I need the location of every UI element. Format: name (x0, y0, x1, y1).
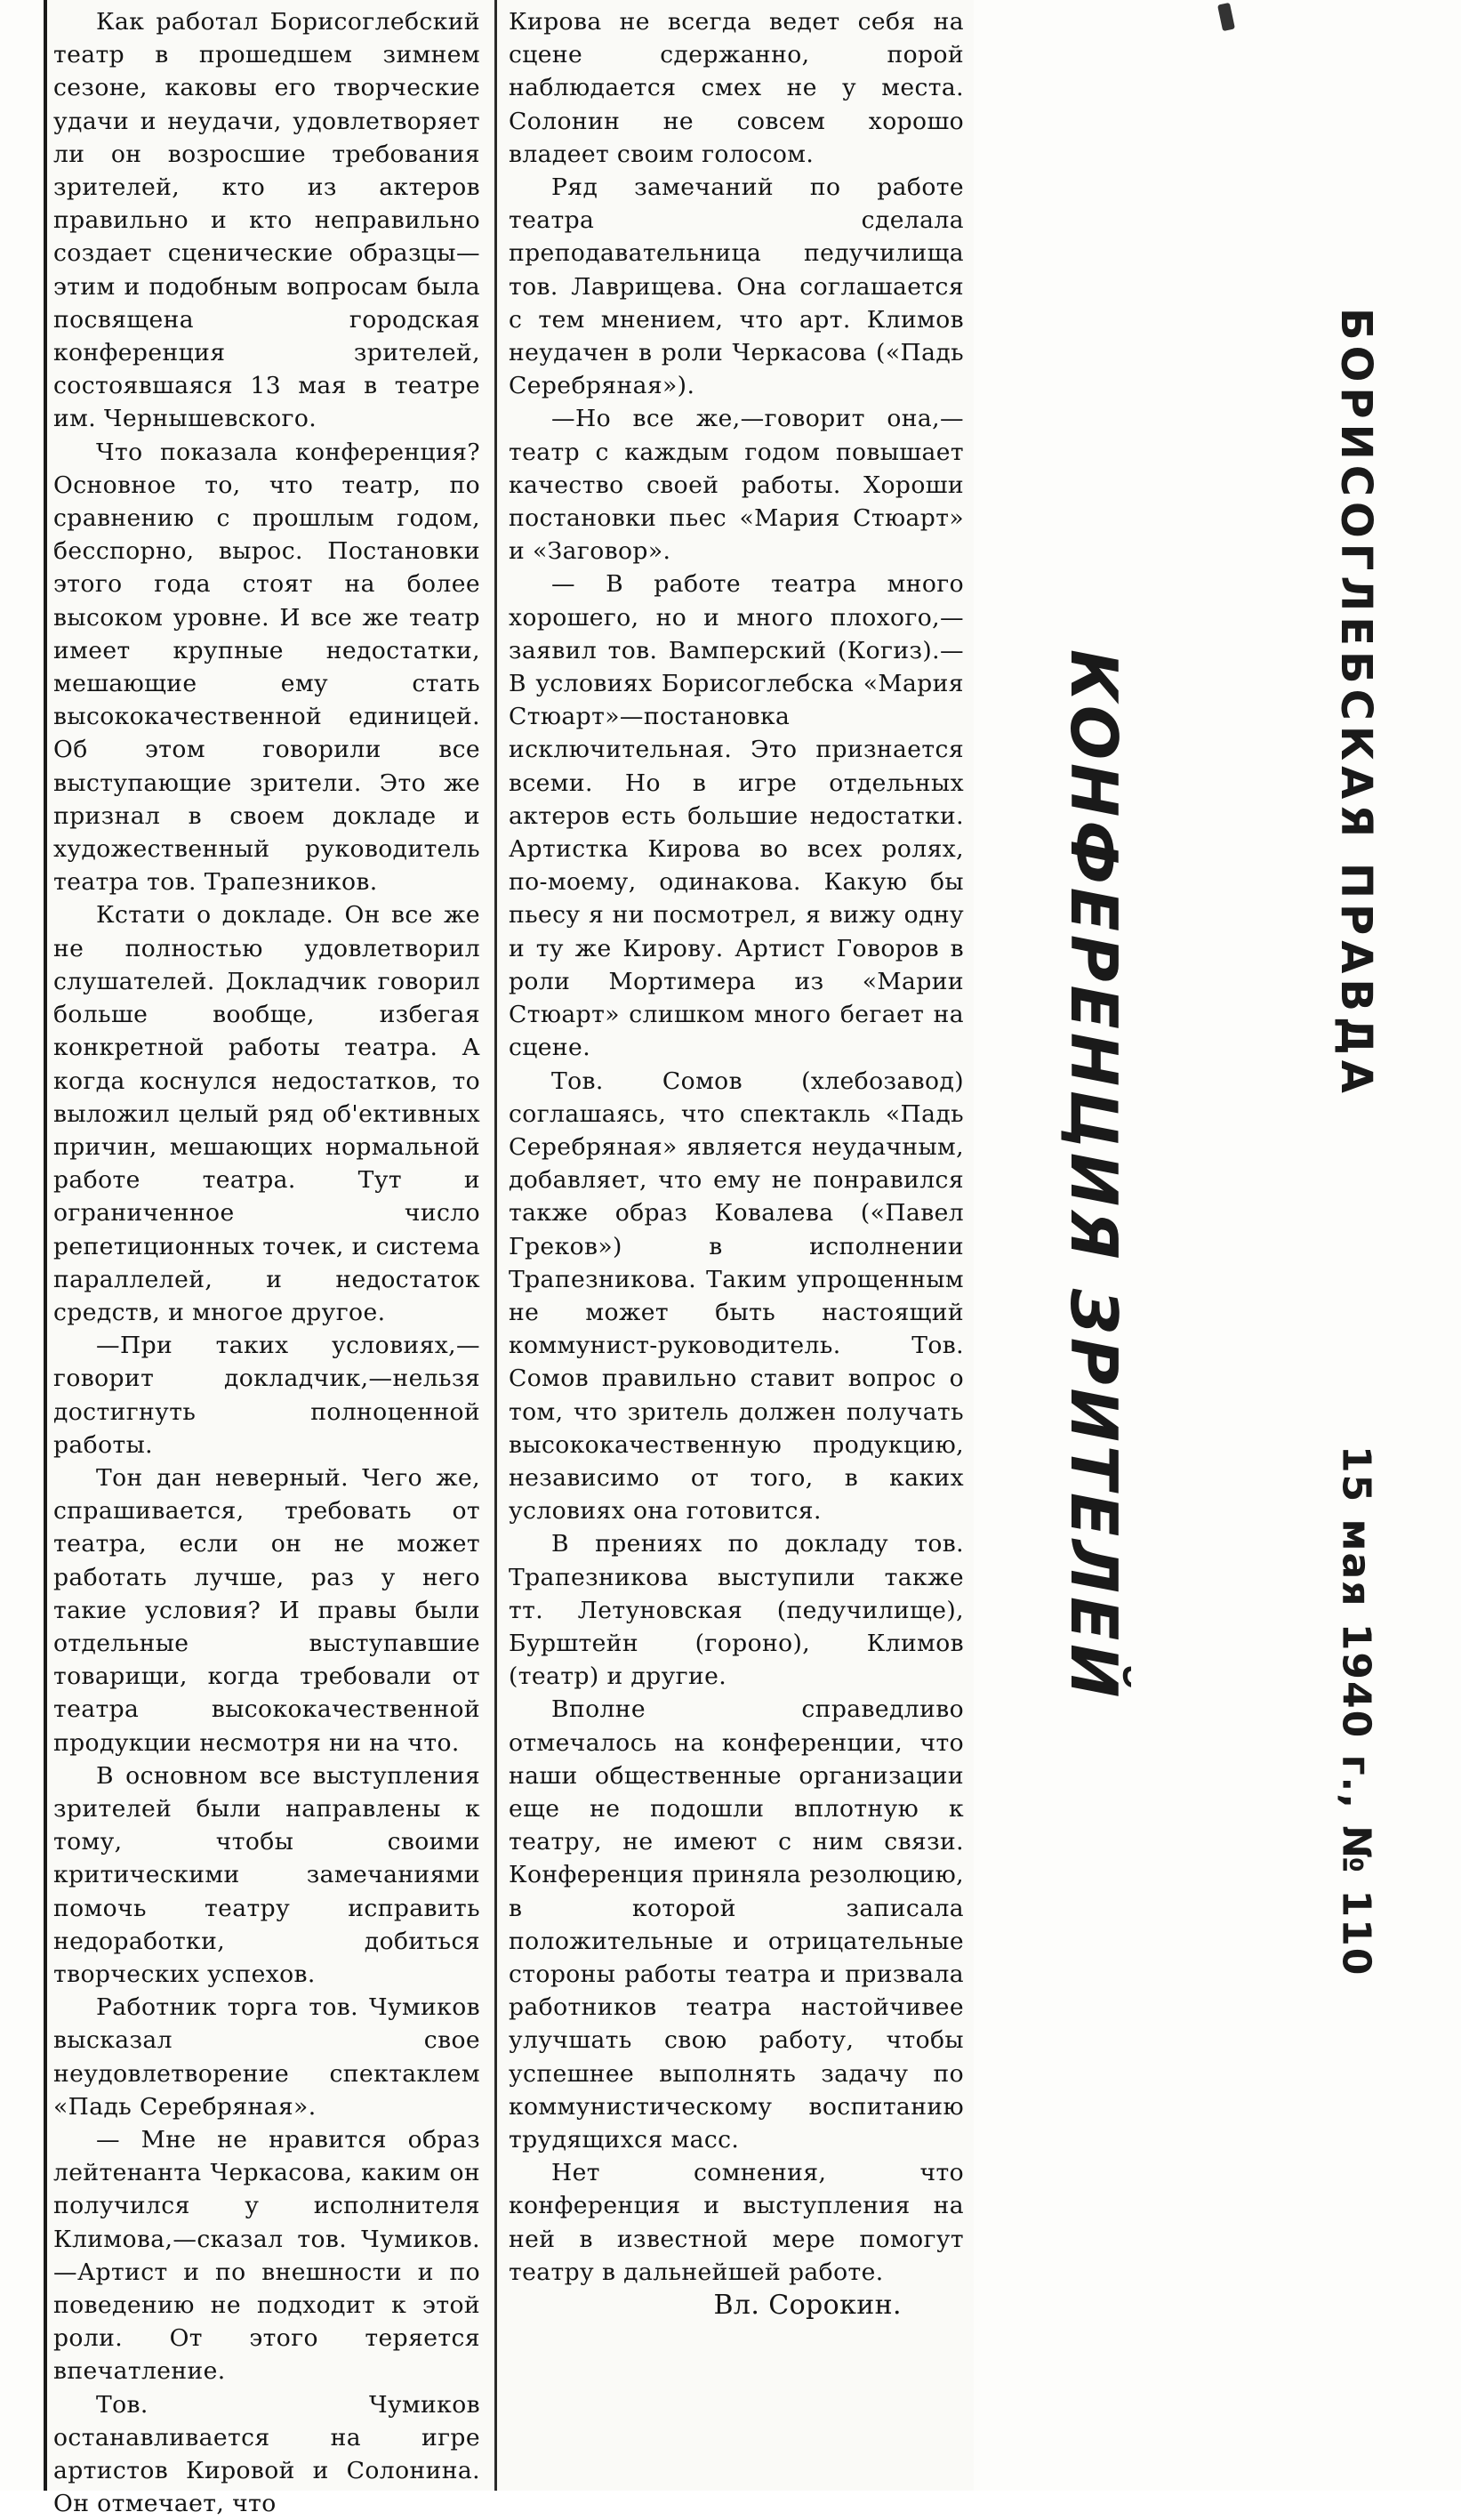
issue-dateline: 15 мая 1940 г., № 110 (1333, 1445, 1379, 1977)
left-column-rule (44, 0, 47, 2491)
paragraph: Что показала конференция? Основное то, что театр, по сравнению с прошлым годом, бесспорно, вырос. Постановки этого года стоят на более высоком уровне. И все же театр имеет крупные недостатки, мешающие ему стать высококачественной единицей. Об этом говорили все выступающие зрители. Это же признал в своем докладе и художественный руководитель театра тов. Трапезников. (53, 438, 480, 897)
paragraph: Кирова не всегда ведет себя на сцене сдержанно, порой наблюдается смех не у места. Солонин не совсем хорошо владеет своим голосом. (509, 8, 964, 168)
paragraph: Тон дан неверный. Чего же, спрашивается, требовать от театра, если он не может работать лучше, раз у него такие условия? И правы были отдельные выступавшие товарищи, когда требовали от театра высококачественной продукции несмотря ни на что. (53, 1463, 480, 1757)
paragraph: Вполне справедливо отмечалось на конференции, что наши общественные организации еще не подошли вплотную к театру, не имеют с ним связи. Конференция приняла резолюцию, в которой записала положительные и отрицательные стороны работы театра и призвала работников театра настойчивее улучшать свою работу, чтобы успешнее выполнять задачу по коммунистическому воспитанию трудящихся масс. (509, 1695, 964, 2154)
paragraph: В основном все выступления зрителей были направлены к тому, чтобы своими критическими замечаниями помочь театру исправить недоработки, добиться творческих успехов. (53, 1761, 480, 1988)
paragraph: Нет сомнения, что конференция и выступления на ней в известной мере помогут театру в дальнейшей работе. (509, 2159, 964, 2286)
paragraph: Кстати о докладе. Он все же не полностью удовлетворил слушателей. Докладчик говорил больше вообще, избегая конкретной работы театра. А когда коснулся недостатков, то выложил целый ряд об'ективных причин, мешающих нормальной работе театра. Тут и ограниченное число репетиционных точек, и система параллелей, и недостаток средств, и многое другое. (53, 901, 480, 1326)
article-right-column (509, 5, 964, 2487)
paragraph: —Но все же,—говорит она,—театр с каждым годом повышает качество своей работы. Хороши постановки пьес «Мария Стюарт» и «Заговор». (509, 405, 964, 566)
article-headline: КОНФЕРЕНЦИЯ ЗРИТЕЛЕЙ (1056, 649, 1131, 1702)
article-left-column (53, 5, 480, 2518)
paragraph: — Мне не нравится образ лейтенанта Черкасова, каким он получился у исполнителя Климова,—сказал тов. Чумиков.—Артист и по внешности и по поведению не подходит к этой роли. От этого теряется впечатление. (53, 2126, 480, 2386)
paragraph: В прениях по докладу тов. Трапезникова выступили также тт. Летуновская (педучилище), Бурштейн (гороно), Климов (театр) и другие. (509, 1530, 964, 1691)
column-divider-rule (494, 0, 497, 2491)
newspaper-masthead: БОРИСОГЛЕБСКАЯ ПРАВДА (1331, 308, 1381, 1099)
paragraph: Тов. Сомов (хлебозавод) соглашаясь, что спектакль «Падь Серебряная» является неудачным, добавляет, что ему не понравился также образ Ковалева («Павел Греков») в исполнении Трапезникова. Таким упрощенным не может быть настоящий коммунист-руководитель. Тов. Сомов правильно ставит вопрос о том, что зритель должен получать высококачественную продукцию, независимо от того, в каких условиях она готовится. (509, 1067, 964, 1526)
author-signature: Вл. Сорокин. (713, 2290, 902, 2322)
paragraph: —При таких условиях,—говорит докладчик,—нельзя достигнуть полноценной работы. (53, 1332, 480, 1459)
paragraph: Ряд замечаний по работе театра сделала преподавательница педучилища тов. Лаврищева. Она соглашается с тем мнением, что арт. Климов неудачен в роли Черкасова («Падь Серебряная»). (509, 173, 964, 400)
paragraph: Тов. Чумиков останавливается на игре артистов Кировой и Солонина. Он отмечает, что (53, 2390, 480, 2518)
paragraph: Как работал Борисоглебский театр в прошедшем зимнем сезоне, каковы его творческие удачи и неудачи, удовлетворяет ли он возросшие требования зрителей, кто из актеров правильно и кто неправильно создает сценические образцы—этим и подобным вопросам была посвящена городская конференция зрителей, состоявшаяся 13 мая в театре им. Чернышевского. (53, 8, 480, 433)
paragraph: — В работе театра много хорошего, но и много плохого,—заявил тов. Вамперский (Когиз).—В условиях Борисоглебска «Мария Стюарт»—постановка исключительная. Это признается всеми. Но в игре отдельных актеров есть большие недостатки. Артистка Кирова во всех ролях, по-моему, одинакова. Какую бы пьесу я ни посмотрел, я вижу одну и ту же Кирову. Артист Говоров в роли Мортимера из «Марии Стюарт» слишком много бегает на сцене. (509, 570, 964, 1062)
ink-mark (1217, 3, 1235, 31)
paragraph: Работник торга тов. Чумиков высказал свое неудовлетворение спектаклем «Падь Серебряная». (53, 1993, 480, 2121)
